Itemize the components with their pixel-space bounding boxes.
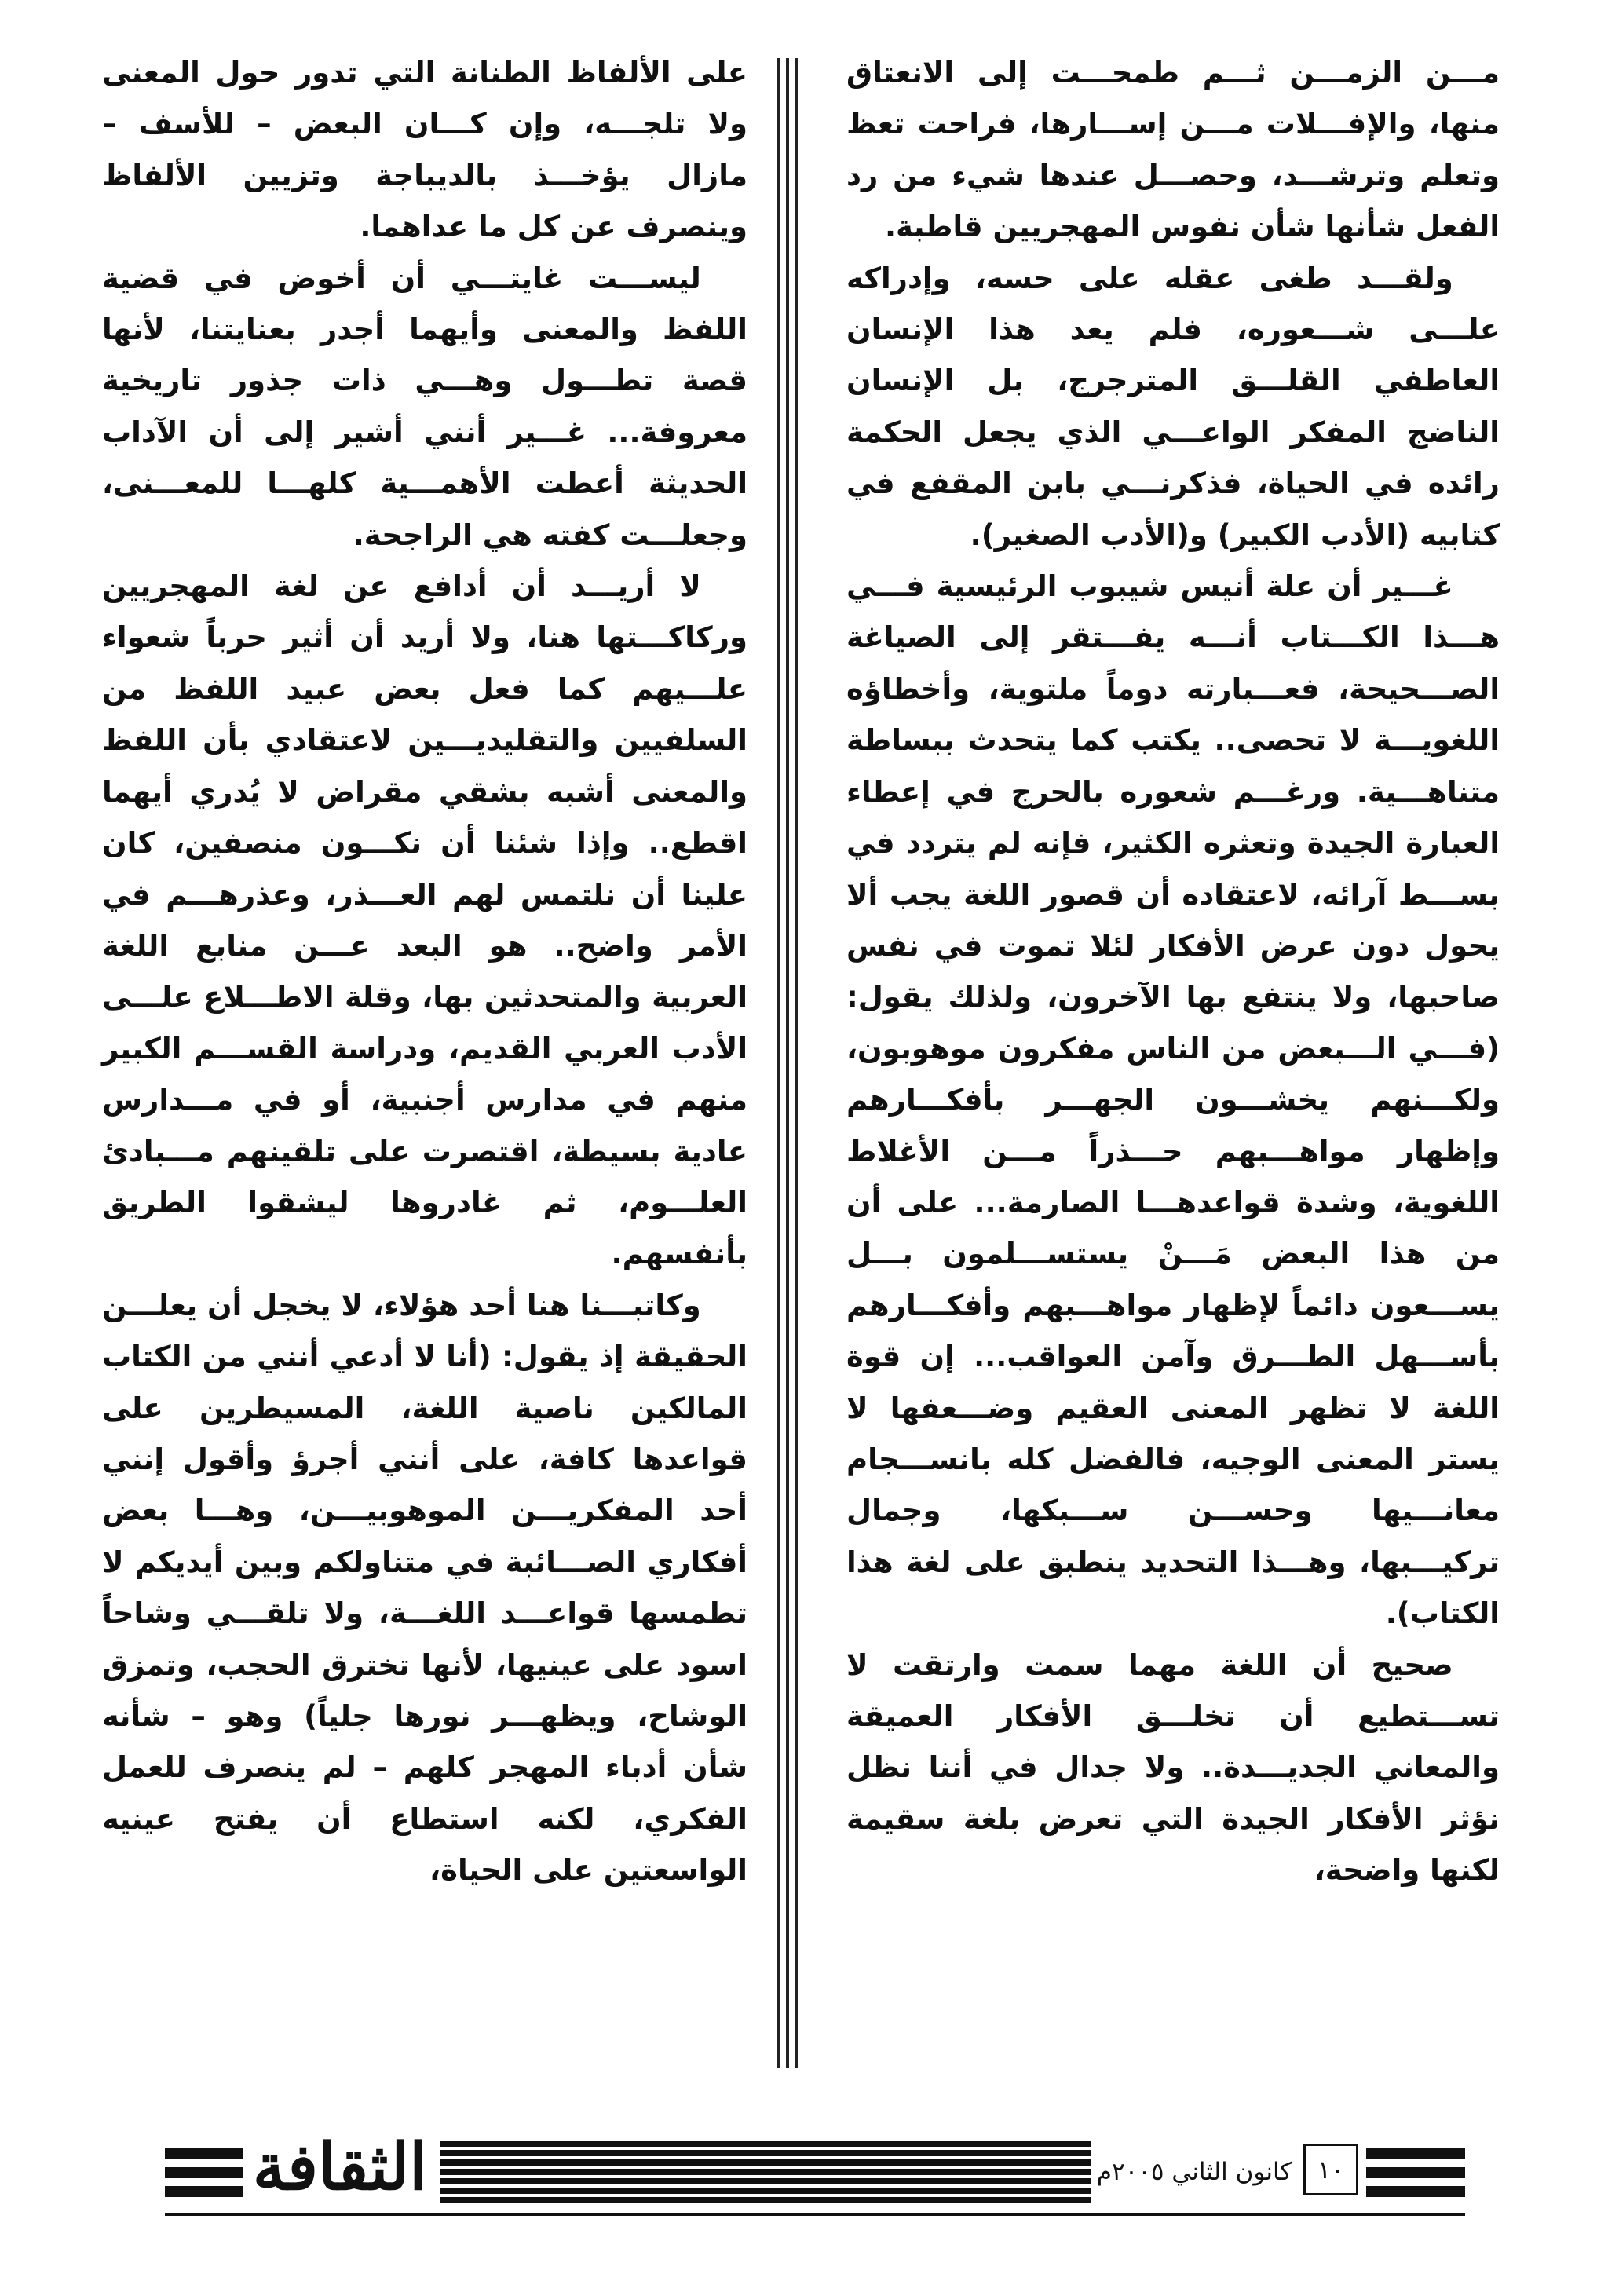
right-text-column (846, 47, 1500, 1896)
paragraph: على الألفاظ الطنانة التي تدور حول المعنى ولا تلجـــه، وإن كـــان البعض – للأسف – مازال يؤخـــذ بالديباجة وتزيين الألفاظ وينصرف عن كل ما عداهما. (102, 56, 747, 244)
paragraph: غـــير أن علة أنيس شيبوب الرئيسية فـــي هـــذا الكـــتاب أنـــه يفـــتقر إلى الصياغة الصـــحيحة، فعـــبارته دوماً ملتوية، وأخطاؤه اللغويـــة لا تحصى.. يكتب كما يتحدث ببساطة متناهـــية. ورغـــم شعوره بالحرج في إعطاء العبارة الجيدة وتعثره الكثير، فإنه لم يتردد في بســـط آرائه، لاعتقاده أن قصور اللغة يجب ألا يحول دون عرض الأفكار لئلا تموت في نفس صاحبها، ولا ينتفع بها الآخرون، ولذلك يقول: (فـــي الـــبعض من الناس مفكرون موهوبون، ولكـــنهم يخشـــون الجهـــر بأفكـــارهم وإظهار مواهـــبهم حـــذراً مـــن الأغلاط اللغوية، وشدة قواعدهـــا الصارمة... على أن من هذا البعض مَـــنْ يستســـلمون بـــل يســـعون دائماً لإظهار مواهـــبهم وأفكـــارهم بأســـهل الطـــرق وآمن العواقب... إن قوة اللغة لا تظهر المعنى العقيم وضـــعفها لا يستر المعنى الوجيه، فالفضل كله بانســـجام معانـــيها وحســـن ســـبكها، وجمال تركيـــبها، وهـــذا التحديد ينطبق على لغة هذا الكتاب). (846, 569, 1500, 1631)
decorative-rule-band (440, 2141, 1091, 2203)
decorative-bars (1366, 2148, 1465, 2197)
paragraph: مـــن الزمـــن ثـــم طمحـــت إلى الانعتاق منها، والإفـــلات مـــن إســـارها، فراحت تعظ وتعلم وترشـــد، وحصـــل عندها شيء من رد الفعل شأنها شأن نفوس المهجريين قاطبة. (846, 56, 1500, 244)
decorative-bars (165, 2148, 243, 2197)
bottom-rule (165, 2213, 1465, 2216)
paragraph: لا أريـــد أن أدافع عن لغة المهجريين وركاكـــتها هنا، ولا أريد أن أثير حرباً شعواء علـــيهم كما فعل بعض عبيد اللفظ من السلفيين والتقليديـــين لاعتقادي بأن اللفظ والمعنى أشبه بشقي مقراض لا يُدري أيهما اقطع.. وإذا شئنا أن نكـــون منصفين، كان علينا أن نلتمس لهم العـــذر، وعذرهـــم في الأمر واضح.. هو البعد عـــن منابع اللغة العربية والمتحدثين بها، وقلة الاطـــلاع علـــى الأدب العربي القديم، ودراسة القســـم الكبير منهم في مدارس أجنبية، أو في مـــدارس عادية بسيطة، اقتصرت على تلقينهم مـــبادئ العلـــوم، ثم غادروها ليشقوا الطريق بأنفسهم. (102, 569, 747, 1271)
column-divider (777, 58, 798, 2068)
page-footer (165, 2130, 1465, 2205)
left-text-column (102, 47, 747, 1896)
page-number: ١٠ (1303, 2144, 1358, 2195)
paragraph: صحيح أن اللغة مهما سمت وارتقت لا تســـتطيع أن تخلـــق الأفكار العميقة والمعاني الجديـــدة.. ولا جدال في أننا نظل نؤثر الأفكار الجيدة التي تعرض بلغة سقيمة لكنها واضحة، (846, 1647, 1500, 1888)
paragraph: ليســـت غايتـــي أن أخوض في قضية اللفظ والمعنى وأيهما أجدر بعنايتنا، لأنها قصة تطـــول وهـــي ذات جذور تاريخية معروفة... غـــير أنني أشير إلى أن الآداب الحديثة أعطت الأهمـــية كلهـــا للمعـــنى، وجعلـــت كفته هي الراجحة. (102, 261, 747, 552)
paragraph: وكاتبـــنا هنا أحد هؤلاء، لا يخجل أن يعلـــن الحقيقة إذ يقول: (أنا لا أدعي أنني من الكتاب المالكين ناصية اللغة، المسيطرين على قواعدها كافة، على أنني أجرؤ وأقول إنني أحد المفكريـــن الموهوبيـــن، وهـــا بعض أفكاري الصـــائبة في متناولكم وبين أيديكم لا تطمسها قواعـــد اللغـــة، ولا تلقـــي وشاحاً اسود على عينيها، لأنها تخترق الحجب، وتمزق الوشاح، ويظهـــر نورها جلياً) وهو – شأنه شأن أدباء المهجر كلهم – لم ينصرف للعمل الفكري، لكنه استطاع أن يفتح عينيه الواسعتين على الحياة، (102, 1288, 747, 1888)
paragraph: ولقـــد طغى عقله على حسه، وإدراكه علـــى شـــعوره، فلم يعد هذا الإنسان العاطفي القلـــق المترجرج، بل الإنسان الناضج المفكر الواعـــي الذي يجعل الحكمة رائده في الحياة، فذكرنـــي بابن المقفع في كتابيه (الأدب الكبير) و(الأدب الصغير). (846, 261, 1500, 552)
magazine-logo: الثقافة (252, 2130, 428, 2205)
issue-date: كانون الثاني ٢٠٠٥م (1096, 2158, 1292, 2186)
